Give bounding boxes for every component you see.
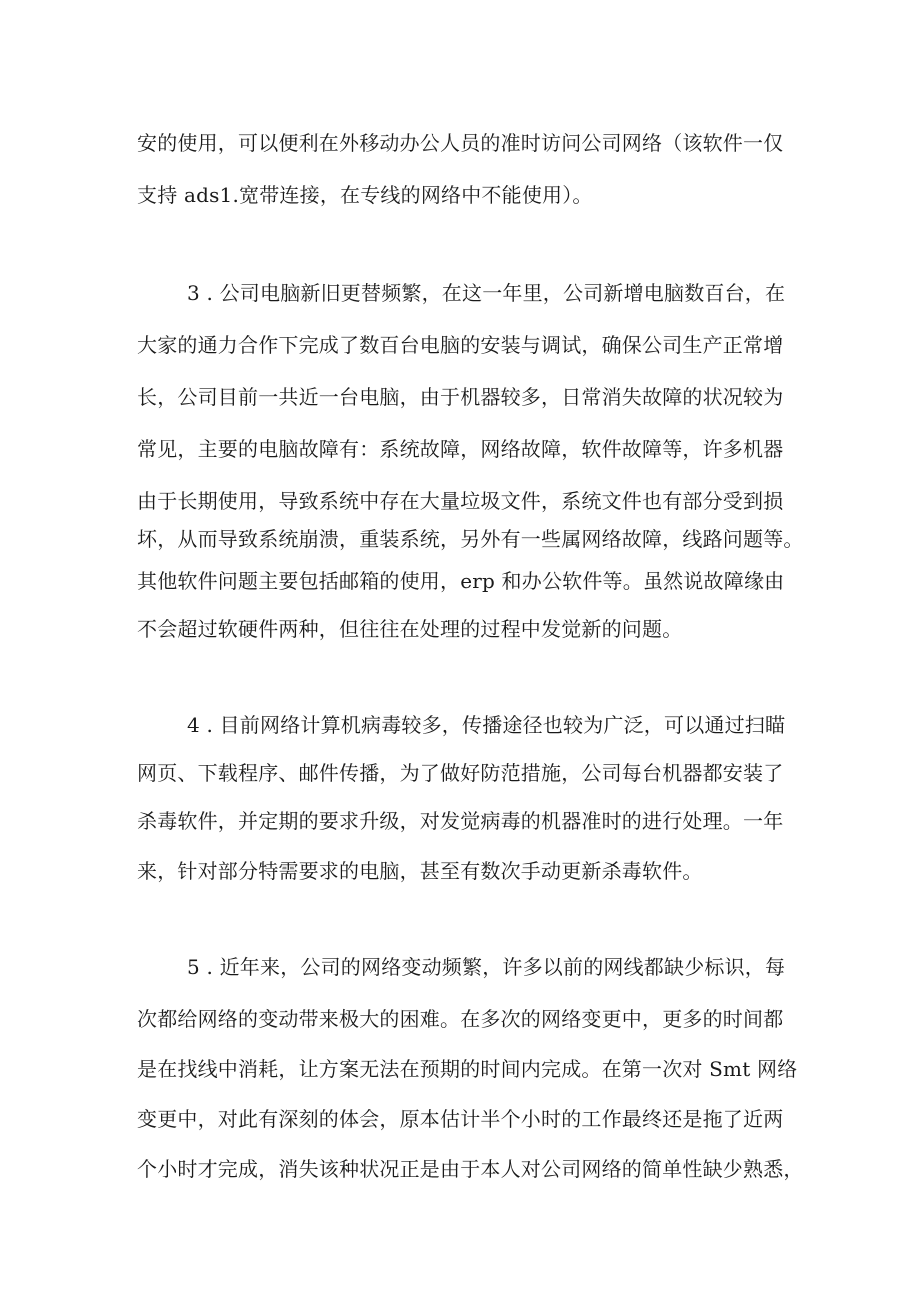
paragraph-item-5-line-3: 是在找线中消耗，让方案无法在预期的时间内完成。在第一次对 Smt 网络 (137, 1057, 798, 1081)
paragraph-continuation-line-1: 安的使用，可以便利在外移动办公人员的准时访问公司网络（该软件一仅 (137, 131, 784, 155)
paragraph-item-3-line-5: 由于长期使用，导致系统中存在大量垃圾文件，系统文件也有部分受到损 (137, 489, 784, 513)
paragraph-item-5-line-2: 次都给网络的变动带来极大的困难。在多次的网络变更中，更多的时间都 (137, 1007, 784, 1031)
paragraph-item-4-line-2: 网页、下载程序、邮件传播，为了做好防范措施，公司每台机器都安装了 (137, 761, 784, 785)
paragraph-item-3-line-2: 大家的通力合作下完成了数百台电脑的安装与调试，确保公司生产正常增 (137, 333, 784, 357)
paragraph-item-5-line-4: 变更中，对此有深刻的体会，原本估计半个小时的工作最终还是拖了近两 (137, 1107, 784, 1131)
paragraph-item-5-line-5: 个小时才完成，消失该种状况正是由于本人对公司网络的简单性缺少熟悉， (137, 1157, 804, 1181)
paragraph-item-3-line-3: 长，公司目前一共近一台电脑，由于机器较多，日常消失故障的状况较为 (137, 385, 784, 409)
paragraph-item-5-line-1: 5 . 近年来，公司的网络变动频繁，许多以前的网线都缺少标识，每 (187, 955, 786, 979)
paragraph-item-4-line-4: 来，针对部分特需要求的电脑，甚至有数次手动更新杀毒软件。 (137, 859, 703, 883)
paragraph-continuation-line-2: 支持 ads1.宽带连接，在专线的网络中不能使用）。 (137, 183, 593, 207)
paragraph-item-3-line-1: 3 . 公司电脑新旧更替频繁，在这一年里，公司新增电脑数百台，在 (187, 281, 786, 305)
paragraph-item-4-line-1: 4 . 目前网络计算机病毒较多，传播途径也较为广泛，可以通过扫瞄 (187, 713, 786, 737)
paragraph-item-3-line-6: 坏，从而导致系统崩溃，重装系统，另外有一些属网络故障，线路问题等。 (137, 527, 804, 551)
paragraph-item-3-line-7: 其他软件问题主要包括邮箱的使用，erp 和办公软件等。虽然说故障缘由 (137, 569, 785, 593)
paragraph-item-3-line-8: 不会超过软硬件两种，但往往在处理的过程中发觉新的问题。 (137, 617, 683, 641)
paragraph-item-4-line-3: 杀毒软件，并定期的要求升级，对发觉病毒的机器准时的进行处理。一年 (137, 809, 784, 833)
paragraph-item-3-line-4: 常见，主要的电脑故障有：系统故障，网络故障，软件故障等，许多机器 (137, 437, 784, 461)
